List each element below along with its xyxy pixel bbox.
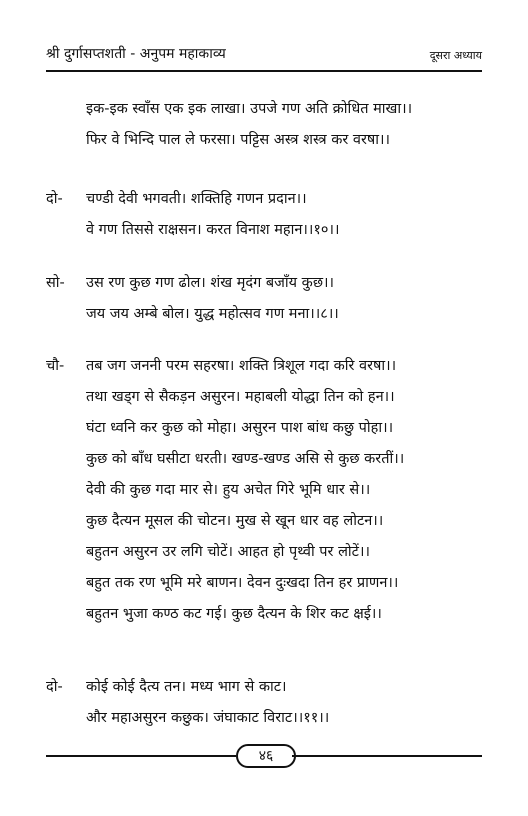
stanza-label: चौ- — [46, 358, 65, 374]
verse-text: तब जग जननी परम सहरषा। शक्ति त्रिशूल गदा करि वरषा।। — [86, 358, 397, 374]
verse-text: उस रण कुछ गण ढोल। शंख मृदंग बजाँय कुछ।। — [86, 275, 334, 291]
stanza-label: सो- — [46, 275, 65, 291]
verse-line — [46, 676, 486, 707]
stanza-label: दो- — [46, 679, 63, 695]
header-rule — [46, 70, 482, 72]
verse-text: घंटा ध्वनि कर कुछ को मोहा। असुरन पाश बांध कछु पोहा।। — [86, 420, 394, 436]
verse-text: कोई कोई दैत्य तन। मध्य भाग से काट। — [86, 679, 287, 695]
verse-line — [46, 129, 486, 160]
page-number: ४६ — [236, 744, 296, 768]
stanza-3 — [46, 272, 486, 334]
footer-rule-left — [46, 755, 236, 757]
verse-line — [46, 386, 486, 417]
verse-text: और महाअसुरन कछुक। जंघाकाट विराट।।११।। — [86, 710, 330, 726]
verse-line — [46, 98, 486, 129]
verse-line — [46, 219, 486, 250]
verse-text: जय जय अम्बे बोल। युद्ध महोत्सव गण मना।।८।। — [86, 306, 339, 322]
verse-line — [46, 707, 486, 738]
verse-line — [46, 572, 486, 603]
verse-text: कुछ को बाँध घसीटा धरती। खण्ड-खण्ड असि से कुछ करतीं।। — [86, 451, 405, 467]
verse-line — [46, 272, 486, 303]
verse-line — [46, 603, 486, 634]
stanza-1 — [46, 98, 486, 160]
verse-line — [46, 479, 486, 510]
verse-text: बहुतन असुरन उर लगि चोटें। आहत हो पृथ्वी पर लोटें।। — [86, 544, 370, 560]
verse-line — [46, 303, 486, 334]
verse-text: चण्डी देवी भगवती। शक्तिहि गणन प्रदान।। — [86, 191, 307, 207]
footer-rule-right — [292, 755, 482, 757]
verse-text: फिर वे भिन्दि पाल ले फरसा। पट्टिस अस्त्र शस्त्र कर वरषा।। — [86, 132, 391, 148]
stanza-4 — [46, 355, 486, 634]
verse-line — [46, 448, 486, 479]
stanza-5 — [46, 676, 486, 738]
verse-text: देवी की कुछ गदा मार से। हुय अचेत गिरे भूमि धार से।। — [86, 482, 371, 498]
page-header — [46, 44, 482, 66]
verse-text: बहुत तक रण भूमि मरे बाणन। देवन दुःखदा तिन हर प्राणन।। — [86, 575, 399, 591]
verse-line — [46, 355, 486, 386]
verse-text: वे गण तिससे राक्षसन। करत विनाश महान।।१०।। — [86, 222, 340, 238]
book-title: श्री दुर्गासप्तशती - अनुपम महाकाव्य — [46, 46, 226, 62]
chapter-title: दूसरा अध्याय — [429, 49, 482, 62]
verse-text: बहुतन भुजा कण्ठ कट गई। कुछ दैत्यन के शिर कट क्षई।। — [86, 606, 382, 622]
verse-text: तथा खड्ग से सैकड़न असुरन। महाबली योद्धा तिन को हन।। — [86, 389, 395, 405]
stanza-2 — [46, 188, 486, 250]
verse-line — [46, 417, 486, 448]
verse-line — [46, 188, 486, 219]
verse-text: कुछ दैत्यन मूसल की चोटन। मुख से खून धार वह लोटन।। — [86, 513, 384, 529]
stanza-label: दो- — [46, 191, 63, 207]
verse-text: इक-इक स्वाँस एक इक लाखा। उपजे गण अति क्रोधित माखा।। — [86, 101, 413, 117]
verse-line — [46, 510, 486, 541]
verse-line — [46, 541, 486, 572]
